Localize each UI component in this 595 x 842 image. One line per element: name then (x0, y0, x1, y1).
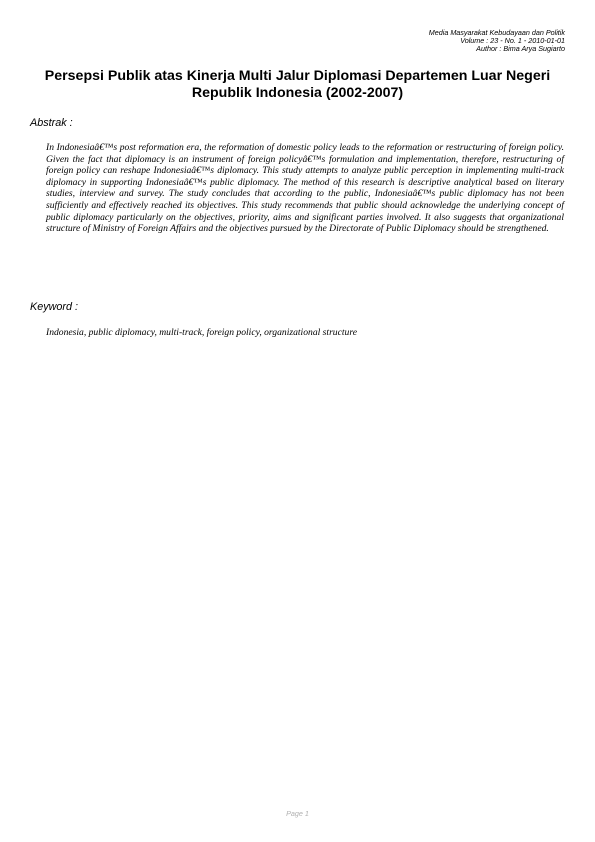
page-number: Page 1 (286, 809, 309, 818)
abstract-heading: Abstrak : (30, 117, 73, 129)
abstract-body: In Indonesiaâ€™s post reformation era, the reformation of domestic policy leads to the reformation or restructuring of foreign policy. Given the fact that diplomacy is an instrument of foreign policyâ€™s formulation and implementation, therefore, restructuring of foreign policy can reshape Indonesiaâ€™s diplomacy. This study attempts to analyze public perception in implementing multi-track diplomacy in supporting Indonesiaâ€™s public diplomacy. The method of this research is descriptive analytical based on literary studies, interview and survey. The study concludes that according to the public, Indonesiaâ€™s public diplomacy has not been sufficiently and effectively reached its objectives. This study recommends that public should acknowledge the underlying concept of public diplomacy particularly on the objectives, priority, aims and significant parties involved. It also suggests that organizational structure of Ministry of Foreign Affairs and the objectives pursued by the Directorate of Public Diplomacy should be strengthened. (46, 142, 564, 235)
keyword-heading: Keyword : (30, 301, 79, 313)
publication-meta (429, 29, 565, 54)
author-info: Author : Bima Arya Sugiarto (476, 44, 565, 54)
keyword-list: Indonesia, public diplomacy, multi-track, foreign policy, organizational structure (46, 327, 357, 338)
paper-title: Persepsi Publik atas Kinerja Multi Jalur Diplomasi Departemen Luar Negeri Republik Indonesia (2002-2007) (44, 68, 551, 101)
journal-name: Media Masyarakat Kebudayaan dan Politik (428, 28, 565, 37)
volume-info: Volume : 23 - No. 1 - 2010-01-01 (460, 36, 565, 46)
